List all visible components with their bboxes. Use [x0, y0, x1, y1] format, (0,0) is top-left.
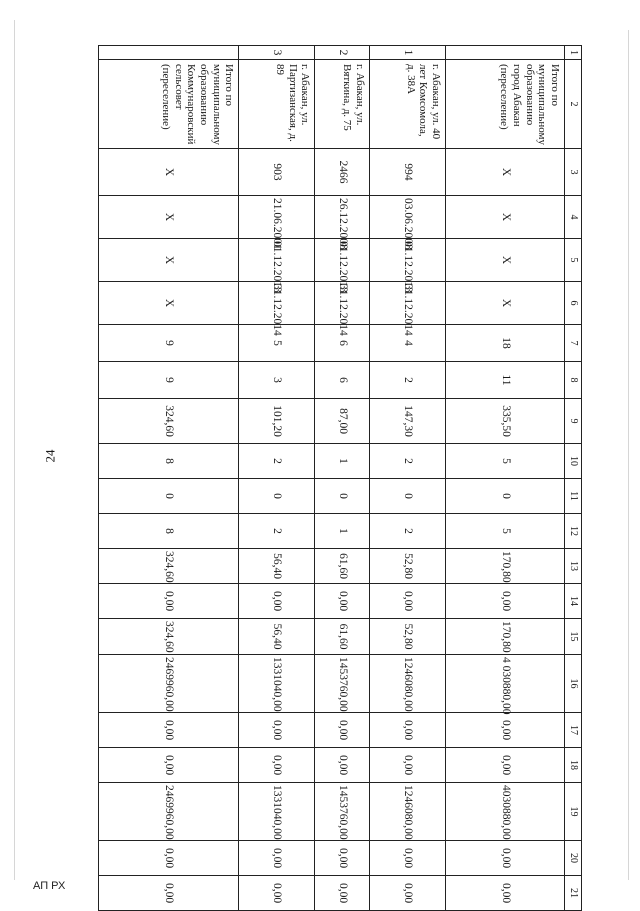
address-cell: г. Абакан, ул. Партизанская, д. 89: [239, 60, 315, 149]
table-cell: 4030880,00: [446, 783, 565, 841]
table-cell: 0,00: [446, 584, 565, 619]
table-cell: X: [99, 196, 239, 239]
table-cell: 0,00: [239, 748, 315, 783]
table-cell: 0,00: [370, 584, 446, 619]
footer-label: АП РХ: [33, 880, 66, 892]
table-cell: 0,00: [446, 841, 565, 876]
table-cell: 0,00: [315, 584, 370, 619]
table-cell: 56,40: [239, 619, 315, 655]
table-cell: 147,30: [370, 399, 446, 444]
table-cell: X: [446, 282, 565, 325]
table-cell: 2466: [315, 149, 370, 196]
table-cell: 0: [239, 479, 315, 514]
table-cell: 1: [315, 514, 370, 549]
address-cell: г. Абакан, ул. 40 лет Комсомола, д. 38А: [370, 60, 446, 149]
table-cell: 0: [99, 479, 239, 514]
page-number: 24: [42, 449, 58, 463]
column-header: 7: [565, 325, 582, 362]
table-cell: 1246080,00: [370, 655, 446, 713]
column-header: 9: [565, 399, 582, 444]
row-index-cell: 2: [315, 46, 370, 60]
table-cell: 1453760,00: [315, 655, 370, 713]
table-cell: 324,60: [99, 619, 239, 655]
table-cell: 03.06.2008: [370, 196, 446, 239]
table-cell: 170,80: [446, 619, 565, 655]
table-cell: 0,00: [239, 713, 315, 748]
table-cell: 21.06.2001: [239, 196, 315, 239]
table-cell: 0,00: [99, 584, 239, 619]
table-row: [315, 46, 370, 911]
table-cell: 0,00: [315, 876, 370, 911]
table-cell: 1331040,00: [239, 783, 315, 841]
row-index-cell: [99, 46, 239, 60]
table-cell: 101,20: [239, 399, 315, 444]
table-cell: 0: [315, 479, 370, 514]
column-header: 6: [565, 282, 582, 325]
table-cell: 0,00: [370, 876, 446, 911]
table-cell: X: [99, 149, 239, 196]
table-cell: 0,00: [446, 748, 565, 783]
table-cell: 01.12.2013: [370, 239, 446, 282]
table-cell: 4: [370, 325, 446, 362]
table-cell: 324,60: [99, 549, 239, 584]
table-cell: 0,00: [315, 713, 370, 748]
table-cell: 2: [370, 444, 446, 479]
table-cell: 4 030880,00: [446, 655, 565, 713]
table-cell: 0,00: [99, 876, 239, 911]
column-header: 11: [565, 479, 582, 514]
column-header: 8: [565, 362, 582, 399]
rotated-table-wrapper: [98, 45, 582, 904]
table-row: [370, 46, 446, 911]
table-cell: 2: [239, 444, 315, 479]
table-cell: 0,00: [99, 841, 239, 876]
table-cell: 0,00: [239, 876, 315, 911]
table-cell: 1331040,00: [239, 655, 315, 713]
table-cell: 6: [315, 325, 370, 362]
table-cell: 5: [446, 444, 565, 479]
table-cell: 2469960,00: [99, 655, 239, 713]
table-cell: 9: [99, 325, 239, 362]
column-header: 16: [565, 655, 582, 713]
address-cell: г. Абакан, ул. Вяткина, д. 75: [315, 60, 370, 149]
table-cell: 0,00: [446, 876, 565, 911]
column-header: 10: [565, 444, 582, 479]
column-header: 17: [565, 713, 582, 748]
column-header: 2: [565, 60, 582, 149]
column-header: 19: [565, 783, 582, 841]
table-cell: X: [446, 149, 565, 196]
row-index-cell: 1: [370, 46, 446, 60]
table-cell: 903: [239, 149, 315, 196]
table-region: [98, 45, 582, 904]
table-cell: 324,60: [99, 399, 239, 444]
table-cell: 1246080,00: [370, 783, 446, 841]
table-row: [99, 46, 239, 911]
table-cell: 01.12.2013: [315, 239, 370, 282]
table-cell: 2: [239, 514, 315, 549]
row-index-cell: [446, 46, 565, 60]
table-cell: 9: [99, 362, 239, 399]
table-cell: 170,80: [446, 549, 565, 584]
table-cell: 2469960,00: [99, 783, 239, 841]
table-cell: 31.12.2014: [370, 282, 446, 325]
table-cell: 0,00: [99, 713, 239, 748]
table-cell: X: [99, 239, 239, 282]
column-header: 20: [565, 841, 582, 876]
table-cell: 52,80: [370, 619, 446, 655]
table-cell: 0,00: [315, 748, 370, 783]
table-cell: 0,00: [370, 841, 446, 876]
column-header: 14: [565, 584, 582, 619]
table-cell: 1: [315, 444, 370, 479]
column-header: 12: [565, 514, 582, 549]
table-cell: 8: [99, 514, 239, 549]
table-cell: X: [446, 239, 565, 282]
column-header: 21: [565, 876, 582, 911]
scan-edge-line: [628, 30, 629, 880]
table-cell: 01.12.2013: [239, 239, 315, 282]
table-cell: 0,00: [315, 841, 370, 876]
table-cell: 61,60: [315, 549, 370, 584]
header-row: [565, 46, 582, 911]
table-cell: 0,00: [99, 748, 239, 783]
table-cell: 56,40: [239, 549, 315, 584]
table-row: [446, 46, 565, 911]
table-cell: X: [99, 282, 239, 325]
table-cell: 3: [239, 362, 315, 399]
table-cell: 1453760,00: [315, 783, 370, 841]
table-cell: 31.12.2014: [239, 282, 315, 325]
column-header: 4: [565, 196, 582, 239]
column-header: 5: [565, 239, 582, 282]
table-cell: X: [446, 196, 565, 239]
table-cell: 0,00: [446, 713, 565, 748]
table-cell: 26.12.2008: [315, 196, 370, 239]
table-cell: 6: [315, 362, 370, 399]
table-cell: 0: [370, 479, 446, 514]
address-cell: Итого по муниципальному образованию город Абакан (переселение): [446, 60, 565, 149]
table-cell: 11: [446, 362, 565, 399]
scan-edge-line: [14, 20, 15, 880]
table-cell: 2: [370, 514, 446, 549]
table-row: [239, 46, 315, 911]
table-cell: 0: [446, 479, 565, 514]
table-cell: 0,00: [370, 748, 446, 783]
address-cell: Итого по муниципальному образованию Коммунаровский сельсовет (переселение): [99, 60, 239, 149]
table-cell: 5: [446, 514, 565, 549]
table-cell: 87,00: [315, 399, 370, 444]
table-cell: 0,00: [239, 584, 315, 619]
column-header: 3: [565, 149, 582, 196]
table-cell: 0,00: [370, 713, 446, 748]
table-cell: 994: [370, 149, 446, 196]
column-header: 15: [565, 619, 582, 655]
table-cell: 18: [446, 325, 565, 362]
housing-resettlement-table: [98, 45, 582, 911]
column-header: 1: [565, 46, 582, 60]
table-cell: 8: [99, 444, 239, 479]
table-cell: 31.12.2014: [315, 282, 370, 325]
column-header: 18: [565, 748, 582, 783]
table-cell: 335,50: [446, 399, 565, 444]
table-cell: 0,00: [239, 841, 315, 876]
table-cell: 52,80: [370, 549, 446, 584]
table-cell: 61,60: [315, 619, 370, 655]
row-index-cell: 3: [239, 46, 315, 60]
column-header: 13: [565, 549, 582, 584]
table-cell: 2: [370, 362, 446, 399]
table-cell: 5: [239, 325, 315, 362]
